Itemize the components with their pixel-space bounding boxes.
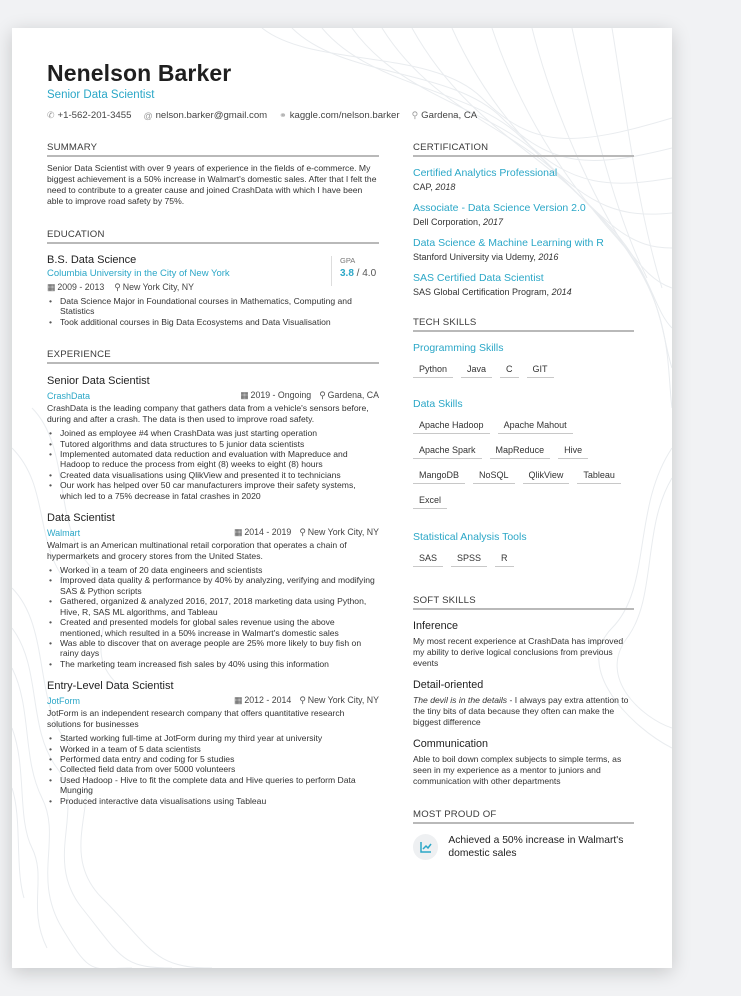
- job-dates: 2012 - 2014: [244, 695, 292, 706]
- right-column: [413, 142, 634, 860]
- list-item: • Took additional courses in Big Data Ecosystems and Data Visualisation: [47, 317, 379, 327]
- job-entry: [47, 512, 379, 669]
- job-description: JotForm is an independent research company that offers quantitative research solutions for businesses: [47, 708, 345, 730]
- soft-skill-name: Detail-oriented: [413, 679, 484, 691]
- job-location: Gardena, CA: [327, 390, 379, 401]
- skill-chip: NoSQL: [473, 468, 515, 484]
- soft-skills-section: [413, 595, 634, 787]
- list-item: • Our work has helped over 50 car manufacturers improve their safety systems, which led to a 75% decrease in fatal crashes in 2020: [47, 480, 379, 501]
- location-pin-icon: ⚲: [319, 390, 326, 401]
- gpa-max: / 4.0: [353, 268, 377, 279]
- resume-page: [12, 28, 672, 968]
- calendar-icon: ▦: [234, 527, 243, 538]
- certification-name: Data Science & Machine Learning with R: [413, 237, 604, 249]
- list-item: • Was able to discover that on average people are 25% more likely to buy fish on rainy days: [47, 638, 379, 659]
- contact-link[interactable]: ⚭ kaggle.com/nelson.barker: [279, 110, 400, 121]
- job-bullets: [47, 733, 379, 806]
- soft-skill-item: [413, 738, 634, 787]
- skill-chip: GIT: [527, 362, 554, 378]
- skill-chip: Python: [413, 362, 453, 378]
- skill-chip: Tableau: [577, 468, 621, 484]
- skill-chips: [413, 362, 634, 378]
- education-dates: 2009 - 2013: [57, 282, 105, 292]
- certification-item: [413, 202, 634, 227]
- section-title-experience: EXPERIENCE: [47, 349, 379, 364]
- phone-icon: ✆: [47, 110, 55, 120]
- skill-chip: C: [500, 362, 519, 378]
- job-dates: 2014 - 2019: [244, 527, 292, 538]
- skill-chip: Hive: [558, 443, 588, 459]
- company-name: CrashData: [47, 390, 91, 401]
- job-description: CrashData is the leading company that gathers data from a vehicle's sensors before, during and after a crash. The data is then used to improve road safety.: [47, 403, 369, 425]
- job-title: Data Scientist: [47, 512, 115, 525]
- certification-item: [413, 167, 634, 192]
- skill-chip: SPSS: [451, 551, 487, 567]
- list-item: • Collected field data from over 5000 volunteers: [47, 764, 379, 774]
- job-title: Senior Data Scientist: [47, 375, 150, 388]
- skill-chips: [413, 551, 634, 567]
- company-name: Walmart: [47, 527, 81, 538]
- most-proud-section: [413, 809, 634, 860]
- job-title: Entry-Level Data Scientist: [47, 680, 174, 693]
- skill-chip: MangoDB: [413, 468, 465, 484]
- job-description: Walmart is an American multinational retail corporation that operates a chain of hypermarkets and grocery stores from the United States.: [47, 540, 347, 562]
- location-pin-icon: ⚲: [299, 695, 306, 706]
- location-pin-icon: ⚲: [299, 527, 306, 538]
- certification-name: Associate - Data Science Version 2.0: [413, 202, 586, 214]
- list-item: • Used Hadoop - Hive to fit the complete data and Hive queries to perform Data Munging: [47, 775, 379, 796]
- education-entry: [47, 254, 379, 327]
- skill-chip: SAS: [413, 551, 443, 567]
- certification-year: 2014: [551, 287, 572, 297]
- list-item: • Worked in a team of 5 data scientists: [47, 744, 379, 754]
- soft-skill-desc: Able to boil down complex subjects to simple terms, as seen in my experience as a mentor to juniors and communication with other departments: [413, 754, 622, 786]
- section-title-most-proud: MOST PROUD OF: [413, 809, 634, 824]
- location-pin-icon: ⚲: [114, 282, 121, 292]
- list-item: • Implemented automated data reduction and evaluation with Mapreduce and Hadoop to reduce the process from eight (8) weeks to eight (8) hours: [47, 449, 379, 470]
- skill-chip: Apache Spark: [413, 443, 482, 459]
- skill-chip: Apache Mahout: [498, 418, 573, 434]
- education-bullets: [47, 296, 379, 327]
- left-column: [47, 142, 379, 806]
- gpa-label: GPA: [340, 256, 356, 265]
- gpa-value: 3.8: [340, 268, 354, 279]
- contact-email[interactable]: @ nelson.barker@gmail.com: [143, 110, 268, 121]
- job-dates: 2019 - Ongoing: [250, 390, 312, 401]
- certification-org: Dell Corporation,: [413, 217, 484, 227]
- soft-skill-item: [413, 620, 634, 669]
- skill-group-title: Data Skills: [413, 398, 463, 410]
- skill-chip: R: [495, 551, 514, 567]
- skill-chip: MapReduce: [490, 443, 551, 459]
- calendar-icon: ▦: [47, 282, 56, 292]
- proud-item: [413, 834, 634, 860]
- soft-skill-emphasis: The devil is in the details: [413, 695, 508, 705]
- degree: B.S. Data Science: [47, 254, 137, 266]
- candidate-role: Senior Data Scientist: [47, 89, 155, 101]
- list-item: • Worked in a team of 20 data engineers and scientists: [47, 565, 379, 575]
- contact-bar: [47, 110, 477, 121]
- certification-name: Certified Analytics Professional: [413, 167, 558, 179]
- proud-text: Achieved a 50% increase in Walmart's domestic sales: [448, 835, 624, 859]
- section-title-soft-skills: SOFT SKILLS: [413, 595, 634, 610]
- skill-chips: [413, 418, 634, 509]
- certification-year: 2016: [538, 252, 559, 262]
- list-item: • Gathered, organized & analyzed 2016, 2017, 2018 marketing data using Python, Hive, R, SAS ML algorithms, and Tableau: [47, 596, 379, 617]
- at-icon: @: [143, 110, 153, 121]
- list-item: • Produced interactive data visualisations using Tableau: [47, 796, 379, 806]
- summary-text: Senior Data Scientist with over 9 years of experience in the fields of e-commerce. My biggest achievement is a 50% increase in Walmart's domestic sales. After that I felt the need to contribute to a greater cause and joined CrashData with which I have been able to improve road safety by 75%.: [47, 163, 377, 206]
- job-entry: [47, 680, 379, 806]
- job-entry: [47, 375, 379, 501]
- section-title-summary: SUMMARY: [47, 142, 379, 157]
- list-item: • Joined as employee #4 when CrashData was just starting operation: [47, 428, 379, 438]
- skill-chip: Apache Hadoop: [413, 418, 490, 434]
- school-name: Columbia University in the City of New York: [47, 268, 230, 279]
- list-item: • Data Science Major in Foundational courses in Mathematics, Computing and Statistics: [47, 296, 379, 317]
- job-bullets: [47, 565, 379, 669]
- certification-year: 2018: [435, 182, 456, 192]
- certification-section: [413, 142, 634, 297]
- section-title-education: EDUCATION: [47, 229, 379, 244]
- list-item: • Created data visualisations using QlikView and presented it to technicians: [47, 470, 379, 480]
- soft-skill-desc: - I always pay extra attention to the tiny bits of data because they often can make the biggest difference: [413, 695, 629, 727]
- certification-org: SAS Global Certification Program,: [413, 287, 552, 297]
- list-item: • The marketing team increased fish sales by 40% using this information: [47, 659, 379, 669]
- certification-item: [413, 237, 634, 262]
- job-bullets: [47, 428, 379, 501]
- section-title-tech-skills: TECH SKILLS: [413, 317, 634, 332]
- company-name: JotForm: [47, 695, 81, 706]
- contact-phone[interactable]: ✆ +1-562-201-3455: [47, 110, 132, 121]
- location-pin-icon: ⚲: [411, 110, 419, 120]
- education-meta: [47, 282, 379, 293]
- certification-org: CAP,: [413, 182, 436, 192]
- certification-name: SAS Certified Data Scientist: [413, 272, 544, 284]
- list-item: • Created and presented models for global sales revenue using the above mentioned, which resulted in a 50% increase in Walmart's domestic sales: [47, 617, 379, 638]
- education-location: New York City, NY: [122, 282, 194, 292]
- skill-chip: Excel: [413, 493, 447, 509]
- list-item: • Performed data entry and coding for 5 studies: [47, 754, 379, 764]
- skill-group-title: Statistical Analysis Tools: [413, 531, 527, 543]
- skill-chip: Java: [461, 362, 492, 378]
- skill-chip: QlikView: [523, 468, 570, 484]
- soft-skill-item: [413, 679, 634, 728]
- job-location: New York City, NY: [307, 695, 379, 706]
- chart-up-icon: [413, 834, 438, 860]
- soft-skill-desc: My most recent experience at CrashData has improved my ability to derive logical conclusions from previous events: [413, 636, 624, 668]
- soft-skill-name: Communication: [413, 738, 489, 750]
- job-location: New York City, NY: [307, 527, 379, 538]
- calendar-icon: ▦: [240, 390, 249, 401]
- summary-section: [47, 142, 379, 207]
- skill-group-title: Programming Skills: [413, 342, 504, 354]
- tech-skills-section: [413, 317, 634, 567]
- experience-section: [47, 349, 379, 806]
- calendar-icon: ▦: [234, 695, 243, 706]
- education-section: [47, 229, 379, 327]
- certification-year: 2017: [483, 217, 504, 227]
- list-item: • Improved data quality & performance by 40% by analyzing, verifying and modifying SAS & Python scripts: [47, 575, 379, 596]
- candidate-name: Nenelson Barker: [47, 60, 232, 86]
- section-title-certification: CERTIFICATION: [413, 142, 634, 157]
- certification-item: [413, 272, 634, 297]
- link-icon: ⚭: [279, 110, 287, 120]
- list-item: • Tutored algorithms and data structures to 5 junior data scientists: [47, 439, 379, 449]
- contact-location: ⚲ Gardena, CA: [411, 110, 478, 121]
- list-item: • Started working full-time at JotForm during my third year at university: [47, 733, 379, 743]
- soft-skill-name: Inference: [413, 620, 459, 632]
- gpa-box: [331, 256, 379, 286]
- certification-org: Stanford University via Udemy,: [413, 252, 539, 262]
